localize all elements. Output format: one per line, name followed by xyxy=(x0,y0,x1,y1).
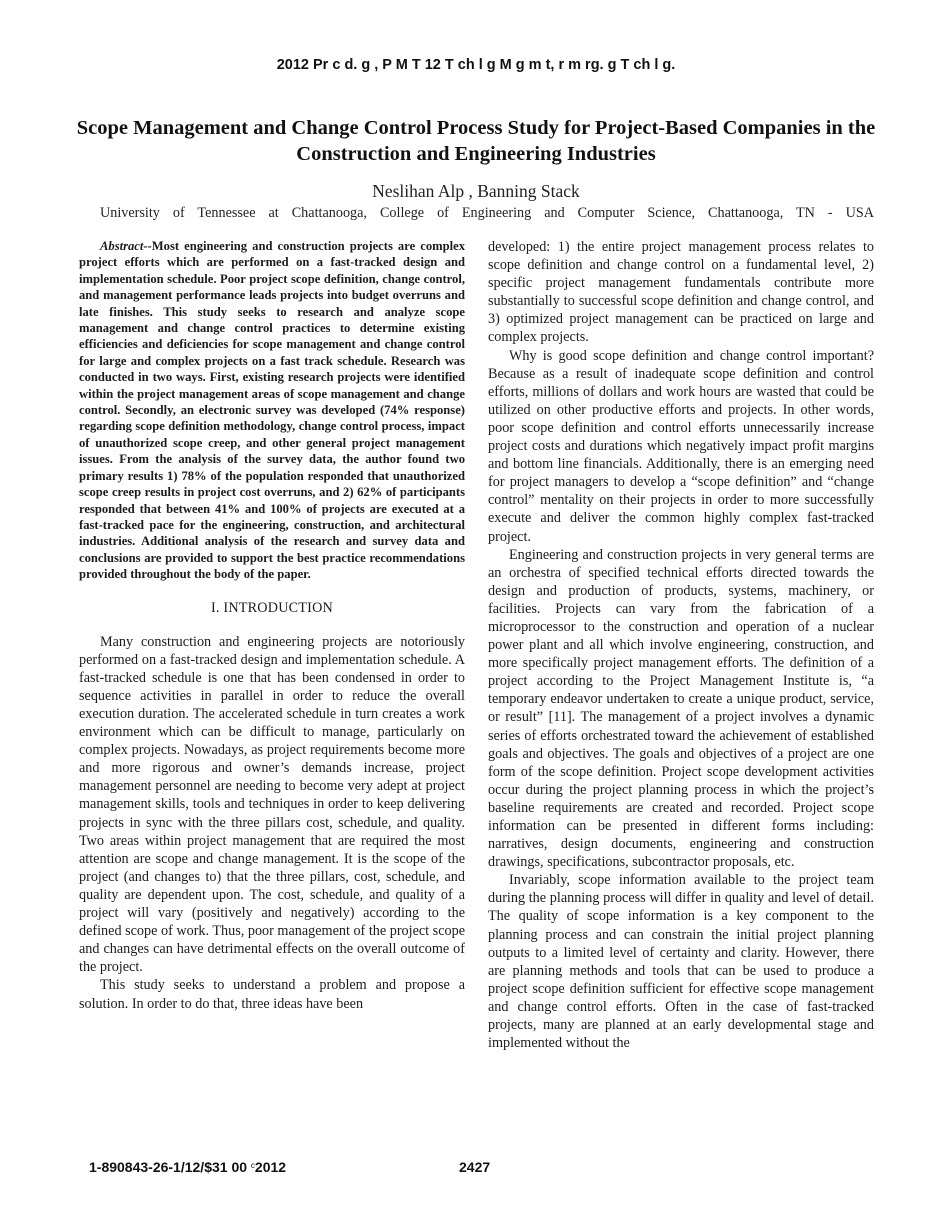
intro-paragraph-4: Engineering and construction projects in very general terms are an orchestra of specified technical efforts directed towards the design and production of products, systems, machinery, or facilities. Projects can vary from the fabrication of a microprocessor to the construction and operation of a nuclear power plant and all which involve engineering, construction, and more specifically project management efforts. The definition of a project according to the Project Management Institute is, “a temporary endeavor undertaken to create a unique product, service, or result” [11]. The management of a project involves a dynamic series of efforts orchestrated toward the achievement of established goals and objectives. The goals and objectives of a project are one form of the scope definition. Project scope development activities occur during the project planning process in which the project’s baseline requirements are created and recorded. Project scope information can be presented in different forms including: narratives, design documents, engineering and construction drawings, specifications, subcontractor proposals, etc. xyxy=(488,546,874,871)
intro-paragraph-1: Many construction and engineering projects are notoriously performed on a fast-tracked design and implementation schedule. A fast-tracked schedule is one that has been condensed in order to sequence activities in parallel in order to reduce the overall execution duration. The accelerated schedule in turn creates a work environment which can be difficult to manage, particularly on complex projects. Nowadays, as project requirements become more and more rigorous and owner’s demands increase, project management personnel are needing to become very adept at project management skills, tools and techniques in order to keep delivering projects in sync with the three pillars cost, schedule, and quality. Two areas within project management that are required the most attention are scope and change management. It is the scope of the project (and changes to) that the three pillars, cost, schedule, and quality are dependent upon. The cost, schedule, and quality of a project will vary (positively and negatively) according to the defined scope of work. Thus, poor management of the project scope and changes can have detrimental effects on the overall outcome of the project. xyxy=(79,633,465,976)
intro-paragraph-2: This study seeks to understand a problem and propose a solution. In order to do that, three ideas have been xyxy=(79,977,465,1012)
paper-authors: Neslihan Alp , Banning Stack xyxy=(372,181,580,201)
footer-year: 2012 xyxy=(254,1159,287,1175)
intro-paragraph-2-continued: developed: 1) the entire project management process relates to scope definition and change control on a fundamental level, 2) specific project management fundamentals contribute more substantially to successful scope definition and change control, and 3) optimized project management can be practiced on large and complex projects. xyxy=(488,239,874,346)
right-column xyxy=(488,238,874,1052)
paper-title: Scope Management and Change Control Process Study for Project-Based Companies in the Construction and Engineering Industries xyxy=(76,117,876,165)
paper-affiliation: University of Tennessee at Chattanooga, College of Engineering and Computer Science, Chattanooga, TN - USA xyxy=(100,205,874,221)
abstract-text: Most engineering and construction projects are complex project efforts which are performed on a fast-tracked design and implementation schedule. Poor project scope definition, change control, and management performance leads projects into budget overruns and late finishes. This study seeks to research and analyze scope management and change control practices to determine existing efficiencies and deficiencies for scope management and change control for large and complex projects on a fast track schedule. Research was conducted in two ways. First, existing research projects were identified within the project management areas of scope management and change control. Secondly, an electronic survey was developed (74% response) regarding scope definition methodology, change control process, impact of unauthorized scope creep, and other general project management issues. From the analysis of the survey data, the author found two primary results 1) 78% of the population responded that unauthorized scope creep results in project cost overruns, and 2) 62% of participants responded that between 41% and 100% of projects are executed at a fast-tracked pace for the engineering, construction, and architectural industries. Additional analysis of the research and survey data and conclusions are provided to support the best practice recommendations provided throughout the body of the paper. xyxy=(79,239,465,582)
footer-isbn xyxy=(89,1159,286,1175)
intro-paragraph-3: Why is good scope definition and change control important? Because as a result of inadequate scope definition and control efforts, millions of dollars and work hours are wasted that could be utilized on other productive efforts and projects. In other words, poor scope definition and control efforts unnecessarily increase project costs and durations which negatively impact profit margins and bottom line financials. Additionally, there is an emerging need for project managers to develop a “scope definition” and “change control” mentality on their projects in order to more successfully execute and deliver the common highly complex fast-tracked project. xyxy=(488,347,874,545)
intro-paragraph-5: Invariably, scope information available to the project team during the planning process will differ in quality and level of detail. The quality of scope information is a key component to the planning process and can constrain the initial project planning outputs to a limited level of certainty and clarity. However, there are planning methods and tools that can be used to produce a project scope definition sufficient for effective scope management and change control efforts. Often in the case of fast-tracked projects, many are planned at an early developmental stage and implemented without the xyxy=(488,872,874,1052)
running-head: 2012 Pr c d. g , P M T 12 T ch l g M g m t, r m rg. g T ch l g. xyxy=(276,57,676,73)
copyright-mark: c xyxy=(250,1161,255,1170)
section-heading-introduction: I. INTRODUCTION xyxy=(210,599,333,616)
abstract-label: Abstract-- xyxy=(100,239,152,253)
abstract xyxy=(79,238,465,583)
footer-isbn-text: 1-890843-26-1/12/$31 00 xyxy=(89,1159,248,1175)
page-number: 2427 xyxy=(459,1159,491,1175)
left-column xyxy=(79,238,465,1013)
